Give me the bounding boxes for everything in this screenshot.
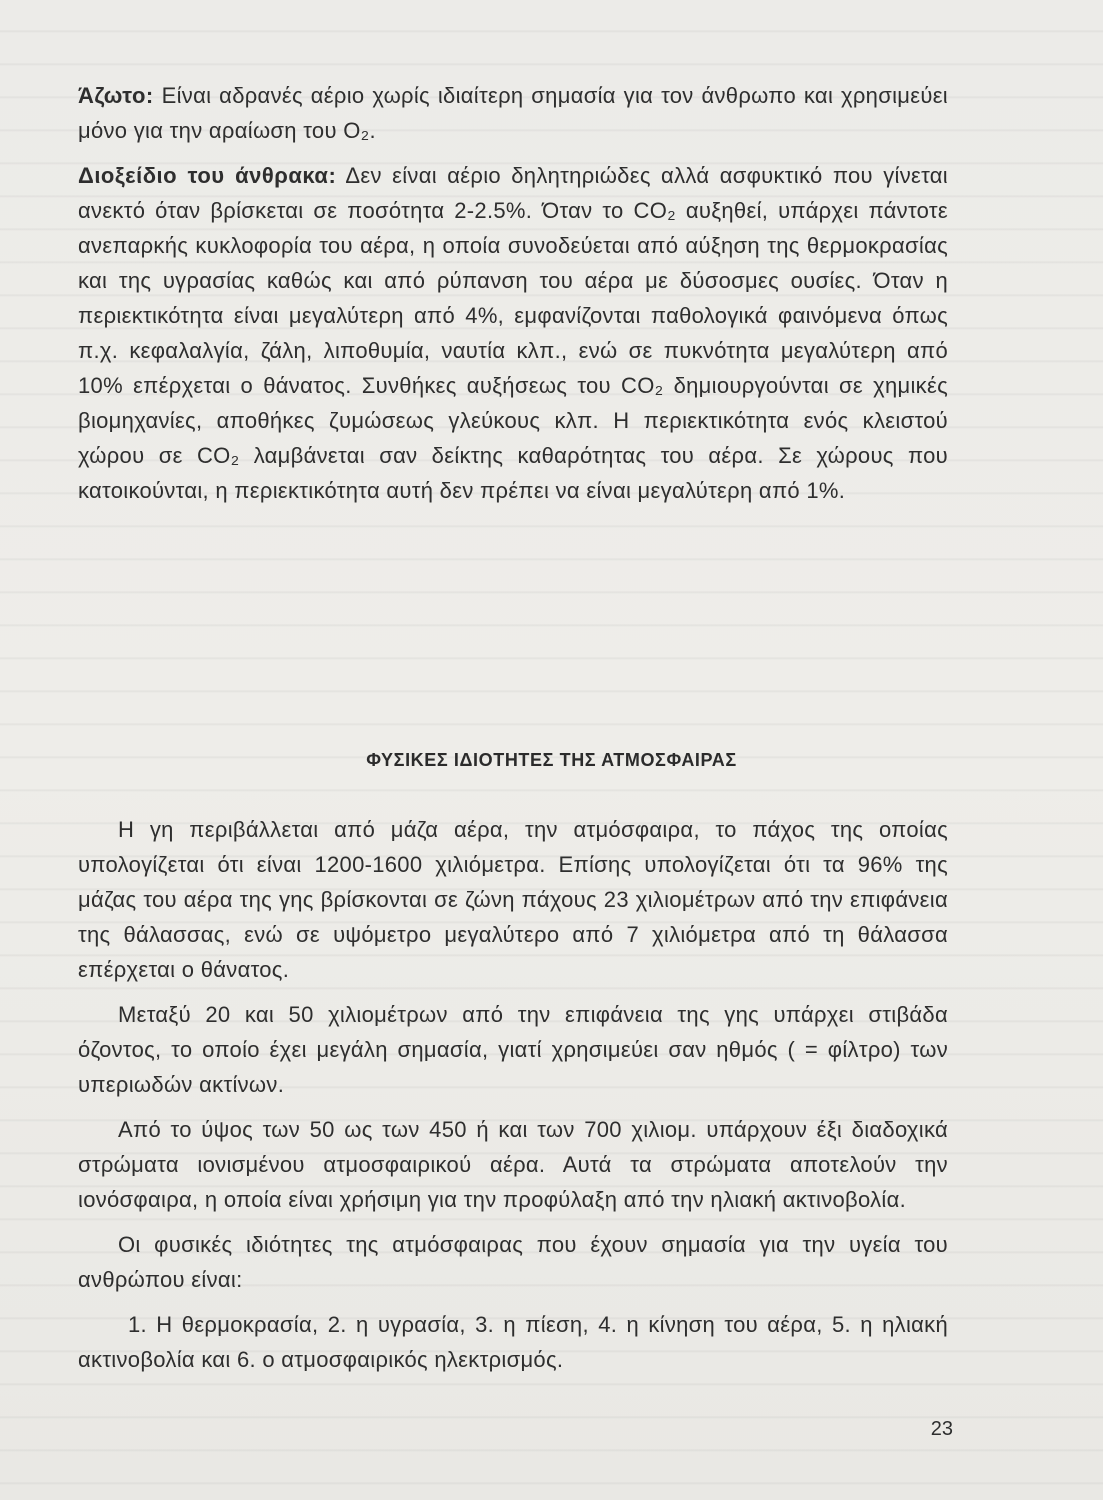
page-number: 23 <box>930 1418 953 1440</box>
text-azoto: Είναι αδρανές αέριο χωρίς ιδιαίτερη σημασία για τον άνθρωπο και χρησιμεύει μόνο για την αραίωση του O₂. <box>78 83 948 143</box>
paragraph-azoto <box>78 78 948 148</box>
gas-descriptions <box>78 78 948 508</box>
term-azoto: Άζωτο: <box>78 83 154 108</box>
properties-list: 1. Η θερμοκρασία, 2. η υγρασία, 3. η πίεση, 4. η κίνηση του αέρα, 5. η ηλιακή ακτινοβολία και 6. ο ατμοσφαιρικός ηλεκτρισμός. <box>78 1312 948 1372</box>
physical-properties-section <box>78 812 948 1399</box>
paragraph-ionosphere: Από το ύψος των 50 ως των 450 ή και των 700 χιλιομ. υπάρχουν έξι διαδοχικά στρώματα ιονισμένου ατμοσφαιρικού αέρα. Αυτά τα στρώματα αποτελούν την ιονόσφαιρα, η οποία είναι χρήσιμη για την προφύλαξη από την ηλιακή ακτινοβολία. <box>78 1117 948 1212</box>
text-dioxeidio: Δεν είναι αέριο δηλητηριώδες αλλά ασφυκτικό που γίνεται ανεκτό όταν βρίσκεται σε ποσότητα 2-2.5%. Όταν το CO₂ αυξηθεί, υπάρχει πάντοτε ανεπαρκής κυκλοφορία του αέρα, η οποία συνοδεύεται από αύξηση της θερμοκρασίας και της υγρασίας καθώς και από ρύπανση του αέρα με δύσοσμες ουσίες. Όταν η περιεκτικότητα είναι μεγαλύτερη από 4%, εμφανίζονται παθολογικά φαινόμενα όπως π.χ. κεφαλαλγία, ζάλη, λιποθυμία, ναυτία κλπ., ενώ σε πυκνότητα μεγαλύτερη από 10% επέρχεται ο θάνατος. Συνθήκες αυξήσεως του CO₂ δημιουργούνται σε χημικές βιομηχανίες, αποθήκες ζυμώσεως γλεύκους κλπ. Η περιεκτικότητα ενός κλειστού χώρου σε CO₂ λαμβάνεται σαν δείκτης καθαρότητας του αέρα. Σε χώρους που κατοικούνται, η περιεκτικότητα αυτή δεν πρέπει να είναι μεγαλύτερη από 1%. <box>78 163 948 503</box>
paragraph-dioxeidio <box>78 158 948 508</box>
paragraph-ozone: Μεταξύ 20 και 50 χιλιομέτρων από την επιφάνεια της γης υπάρχει στιβάδα όζοντος, το οποίο έχει μεγάλη σημασία, γιατί χρησιμεύει σαν ηθμός ( = φίλτρο) των υπεριωδών ακτίνων. <box>78 1002 948 1097</box>
paragraph-properties-intro: Οι φυσικές ιδιότητες της ατμόσφαιρας που έχουν σημασία για την υγεία του ανθρώπου είναι: <box>78 1232 948 1292</box>
term-dioxeidio: Διοξείδιο του άνθρακα: <box>78 163 337 188</box>
paragraph-atmosphere-mass: Η γη περιβάλλεται από μάζα αέρα, την ατμόσφαιρα, το πάχος της οποίας υπολογίζεται ότι είναι 1200-1600 χιλιόμετρα. Επίσης υπολογίζεται ότι τα 96% της μάζας του αέρα της γης βρίσκονται σε ζώνη πάχους 23 χιλιομέτρων από την επιφάνεια της θάλασσας, ενώ σε υψόμετρο μεγαλύτερο από 7 χιλιόμετρα από τη θάλασσα επέρχεται ο θάνατος. <box>78 817 948 982</box>
section-heading: ΦΥΣΙΚΕΣ ΙΔΙΟΤΗΤΕΣ ΤΗΣ ΑΤΜΟΣΦΑΙΡΑΣ <box>366 750 737 770</box>
